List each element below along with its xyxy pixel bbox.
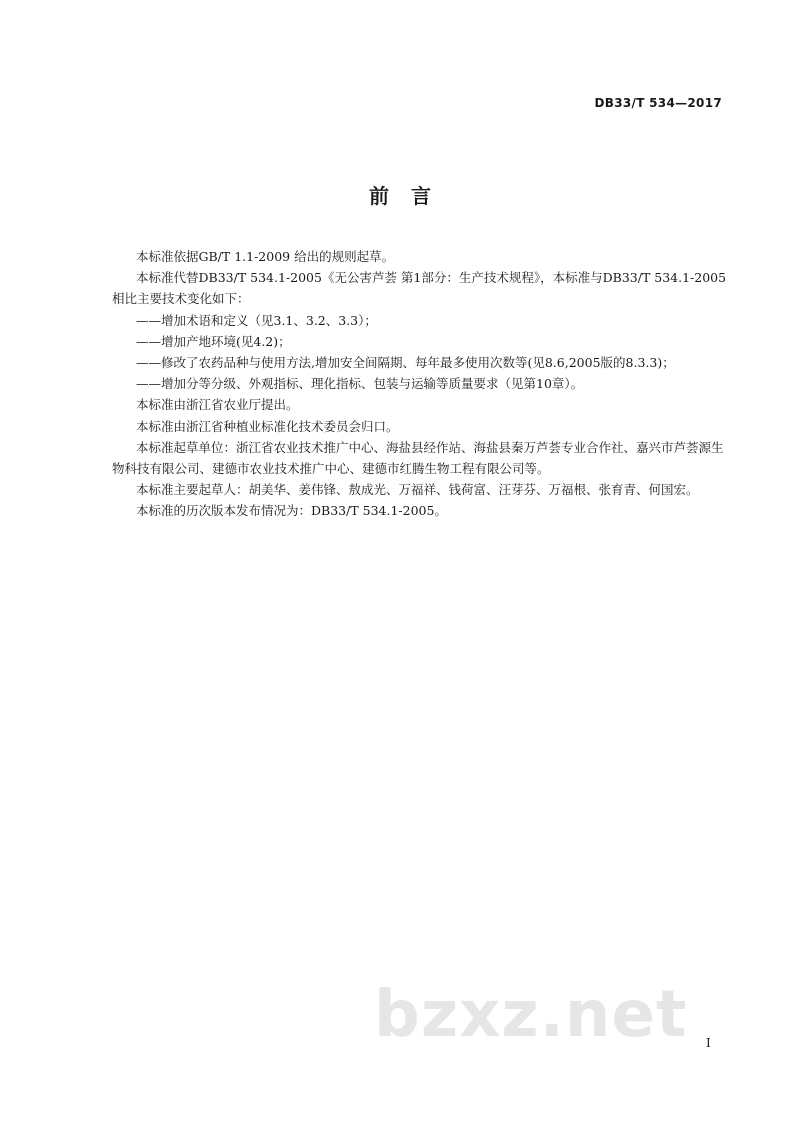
paragraph-version-history: 本标准的历次版本发布情况为：DB33/T 534.1-2005。 xyxy=(136,503,447,519)
paragraph-proposer: 本标准由浙江省农业厅提出。 xyxy=(136,397,299,413)
change-item-terms: ——增加术语和定义（见3.1、3.2、3.3）； xyxy=(136,312,377,328)
change-item-pesticides: ——修改了农药品种与使用方法,增加安全间隔期、每年最多使用次数等(见8.6,2005版的8.3.3)； xyxy=(136,355,675,371)
paragraph-drafters: 本标准主要起草人：胡美华、姜伟锋、敖成光、万福祥、钱荷富、汪芽芬、万福根、张育青、何国宏。 xyxy=(136,482,699,498)
page-title: 前言 xyxy=(369,184,453,208)
change-item-environment: ——增加产地环境(见4.2)； xyxy=(136,333,291,349)
paragraph-drafting-units: 本标准起草单位：浙江省农业技术推广中心、海盐县经作站、海盐县秦万芦荟专业合作社、嘉兴市芦荟源生物科技有限公司、建德市农业技术推广中心、建德市红腾生物工程有限公司等。 xyxy=(112,439,724,477)
document-code: DB33/T 534—2017 xyxy=(594,96,722,110)
paragraph-committee: 本标准由浙江省种植业标准化技术委员会归口。 xyxy=(136,418,399,434)
paragraph-drafting-basis: 本标准依据GB/T 1.1-2009 给出的规则起草。 xyxy=(136,249,395,264)
change-item-grading: ——增加分等分级、外观指标、理化指标、包装与运输等质量要求（见第10章）。 xyxy=(136,376,584,392)
foreword-body xyxy=(112,246,732,522)
watermark: bzxz.net xyxy=(374,978,688,1052)
page-number: I xyxy=(706,1036,711,1050)
paragraph-replacement: 本标准代替DB33/T 534.1-2005《无公害芦荟 第1部分：生产技术规程》，本标准与DB33/T 534.1-2005相比主要技术变化如下： xyxy=(112,270,727,307)
